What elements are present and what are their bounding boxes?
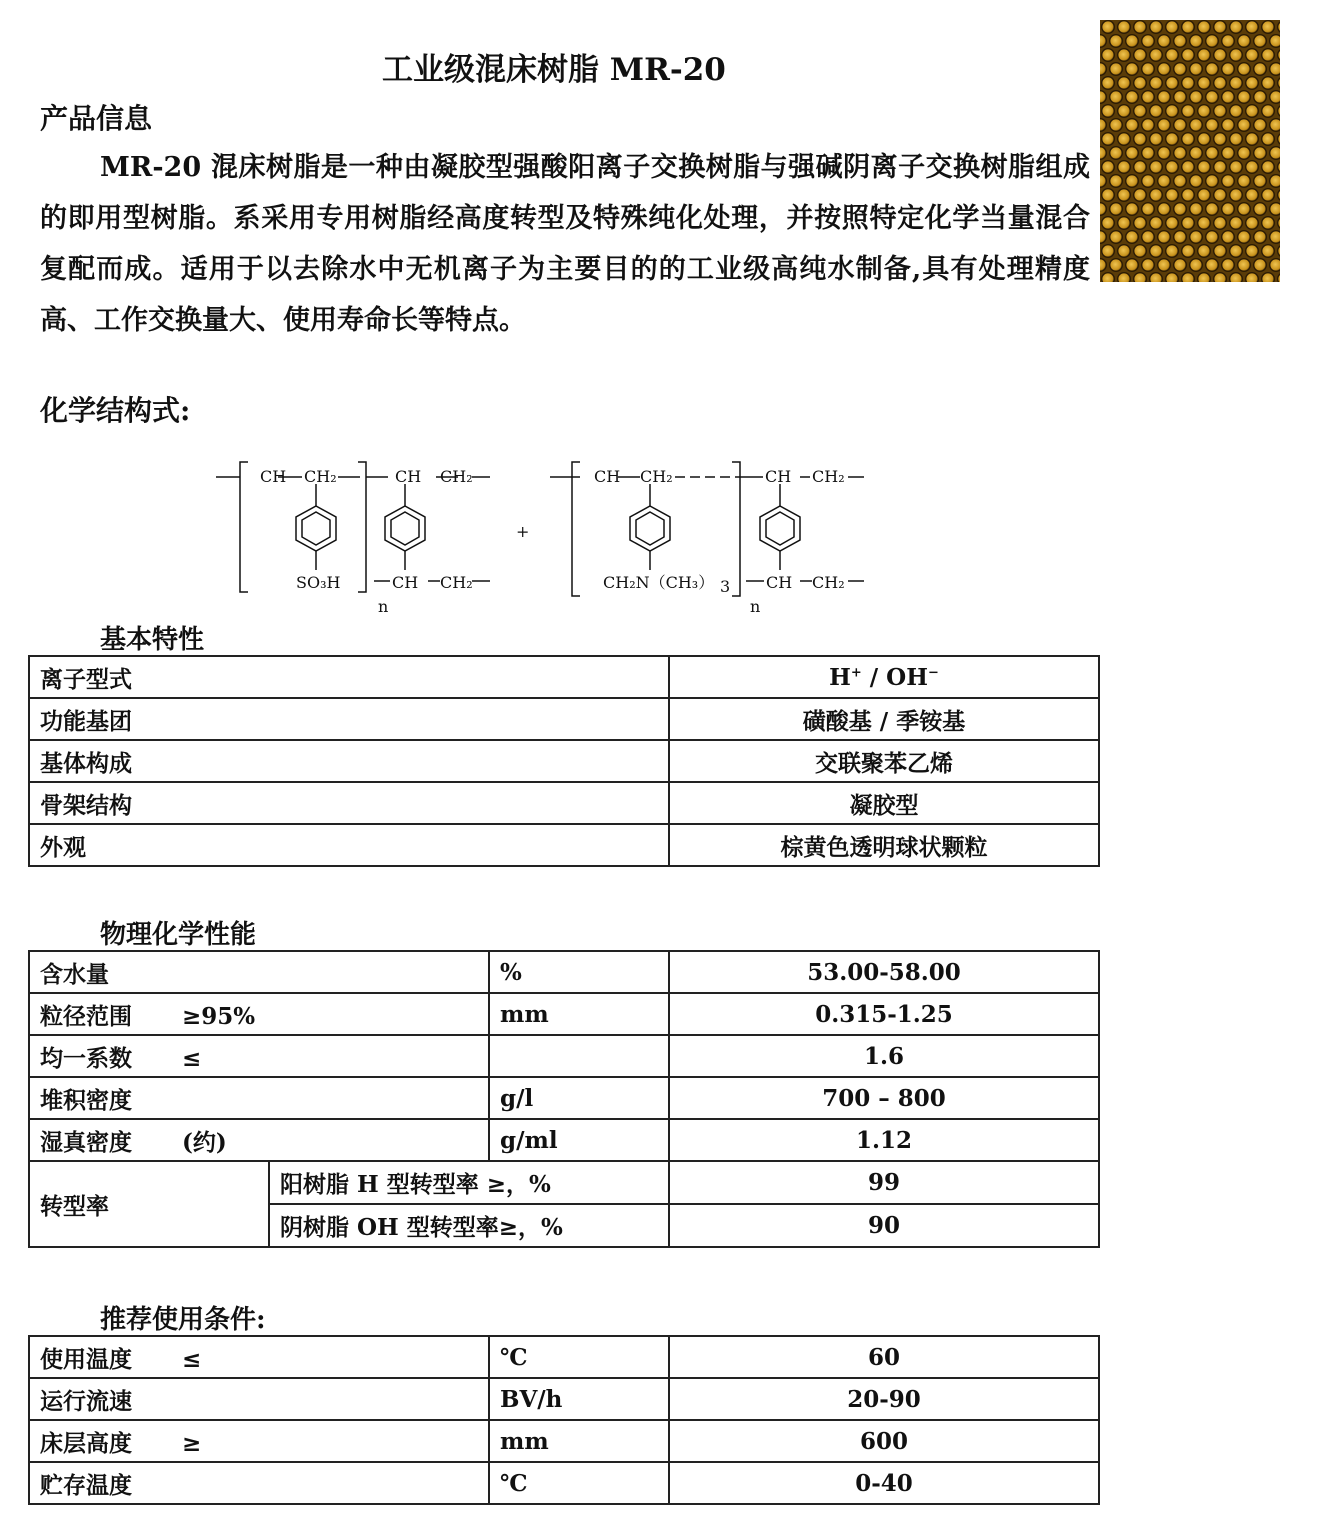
label-ch2-5: CH₂ xyxy=(812,467,845,486)
value-cell: 0.315-1.25 xyxy=(669,993,1099,1035)
conversion-sub-cell: 阴树脂 OH 型转型率≥，% xyxy=(269,1204,669,1247)
page-title: 工业级混床树脂 MR-20 xyxy=(382,52,726,88)
table-row xyxy=(29,1161,1099,1204)
unit-cell xyxy=(489,1035,669,1077)
unit-cell: g/l xyxy=(489,1077,669,1119)
physical-properties-heading: 物理化学性能 xyxy=(100,920,257,950)
conditions-table xyxy=(28,1335,1100,1505)
value-cell: H+ / OH− xyxy=(669,656,1099,698)
value-cell: 53.00-58.00 xyxy=(669,951,1099,993)
label-cell: 外观 xyxy=(29,824,669,866)
label-cell: 含水量 xyxy=(29,951,489,993)
table-row xyxy=(29,1462,1099,1504)
label-ch2-3: CH₂ xyxy=(440,573,473,592)
physical-properties-table xyxy=(28,950,1100,1248)
unit-cell: g/ml xyxy=(489,1119,669,1161)
value-cell: 棕黄色透明球状颗粒 xyxy=(669,824,1099,866)
label-cell: 堆积密度 xyxy=(29,1077,489,1119)
chemical-structure-diagram xyxy=(200,450,880,620)
label-ch2-6: CH₂ xyxy=(812,573,845,592)
resin-beads-image xyxy=(1100,20,1280,282)
structure-heading: 化学结构式: xyxy=(40,394,191,427)
label-amine-sub: 3 xyxy=(720,577,731,596)
table-row xyxy=(29,782,1099,824)
value-cell: 90 xyxy=(669,1204,1099,1247)
label-ch-5: CH xyxy=(765,467,792,486)
value-cell: 600 xyxy=(669,1420,1099,1462)
table-row xyxy=(29,740,1099,782)
label-cell: 床层高度 ≥ xyxy=(29,1420,489,1462)
label-ch-4: CH xyxy=(594,467,621,486)
table-row xyxy=(29,824,1099,866)
label-n-2: n xyxy=(750,597,761,616)
basic-properties-heading: 基本特性 xyxy=(100,625,205,655)
label-cell: 粒径范围 ≥95% xyxy=(29,993,489,1035)
label-cell: 运行流速 xyxy=(29,1378,489,1420)
conversion-sub-cell: 阳树脂 H 型转型率 ≥，% xyxy=(269,1161,669,1204)
label-cell: 湿真密度 (约) xyxy=(29,1119,489,1161)
product-description xyxy=(40,142,1090,346)
table-row xyxy=(29,1119,1099,1161)
value-cell: 凝胶型 xyxy=(669,782,1099,824)
table-row xyxy=(29,993,1099,1035)
table-row xyxy=(29,1035,1099,1077)
value-cell: 1.6 xyxy=(669,1035,1099,1077)
value-cell: 20-90 xyxy=(669,1378,1099,1420)
label-ch2-2: CH₂ xyxy=(440,467,473,486)
label-amine: CH₂N（CH₃） xyxy=(603,573,715,592)
label-plus: + xyxy=(516,522,530,541)
label-cell: 均一系数 ≤ xyxy=(29,1035,489,1077)
value-cell: 99 xyxy=(669,1161,1099,1204)
product-info-heading: 产品信息 xyxy=(40,102,153,135)
label-cell: 基体构成 xyxy=(29,740,669,782)
product-description-text: MR-20 混床树脂是一种由凝胶型强酸阳离子交换树脂与强碱阴离子交换树脂组成的即用型树脂。系采用专用树脂经高度转型及特殊纯化处理，并按照特定化学当量混合复配而成。适用于以去除水中无机离子为主要目的的工业级高纯水制备,具有处理精度高、工作交换量大、使用寿命长等特点。 xyxy=(40,152,1090,336)
unit-cell: mm xyxy=(489,993,669,1035)
label-cell: 功能基团 xyxy=(29,698,669,740)
table-row xyxy=(29,1077,1099,1119)
label-cell: 使用温度 ≤ xyxy=(29,1336,489,1378)
basic-properties-table xyxy=(28,655,1100,867)
table-row xyxy=(29,1420,1099,1462)
unit-cell: % xyxy=(489,951,669,993)
label-n-1: n xyxy=(378,597,389,616)
unit-cell: mm xyxy=(489,1420,669,1462)
label-cell: 骨架结构 xyxy=(29,782,669,824)
value-cell: 700 – 800 xyxy=(669,1077,1099,1119)
table-row xyxy=(29,656,1099,698)
conversion-label-cell: 转型率 xyxy=(29,1161,269,1247)
unit-cell: BV/h xyxy=(489,1378,669,1420)
conditions-heading: 推荐使用条件: xyxy=(100,1305,266,1335)
label-ch-2: CH xyxy=(395,467,422,486)
value-cell: 1.12 xyxy=(669,1119,1099,1161)
table-row xyxy=(29,1336,1099,1378)
unit-cell: ℃ xyxy=(489,1336,669,1378)
label-ch-6: CH xyxy=(766,573,793,592)
table-row xyxy=(29,698,1099,740)
value-cell: 60 xyxy=(669,1336,1099,1378)
value-cell: 0-40 xyxy=(669,1462,1099,1504)
label-ch-3: CH xyxy=(392,573,419,592)
label-cell: 贮存温度 xyxy=(29,1462,489,1504)
label-cell: 离子型式 xyxy=(29,656,669,698)
table-row xyxy=(29,951,1099,993)
unit-cell: ℃ xyxy=(489,1462,669,1504)
label-ch2-1: CH₂ xyxy=(304,467,337,486)
label-ch2-4: CH₂ xyxy=(640,467,673,486)
label-so3h: SO₃H xyxy=(296,573,341,592)
value-cell: 磺酸基 / 季铵基 xyxy=(669,698,1099,740)
value-cell: 交联聚苯乙烯 xyxy=(669,740,1099,782)
table-row xyxy=(29,1378,1099,1420)
label-ch-1: CH xyxy=(260,467,287,486)
